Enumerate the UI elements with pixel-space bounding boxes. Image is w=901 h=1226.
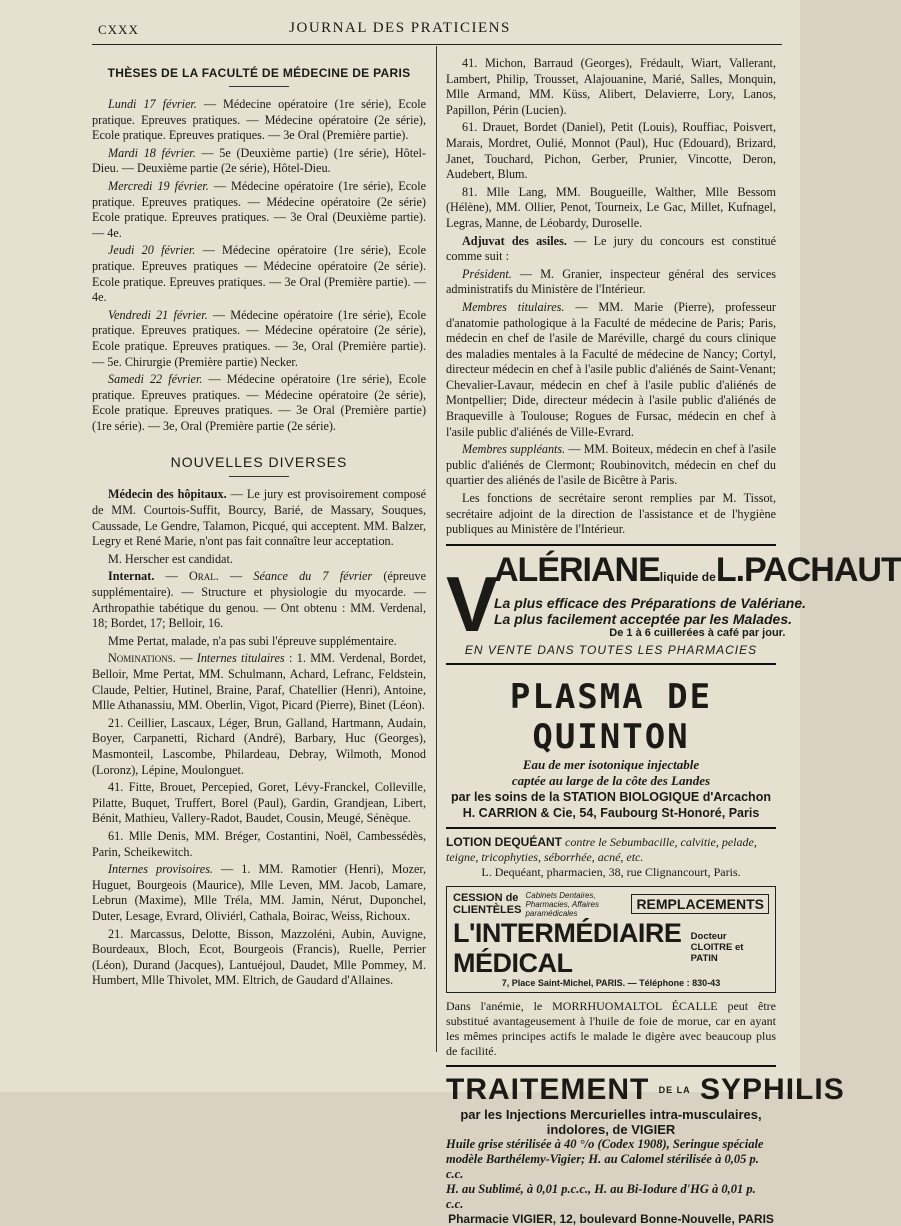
ad-lotion-text: contre le Sebumbacille, calvitie, pelade, teigne, tricophyties, séborrhée, acné, etc. [446,834,757,864]
ad-valeriane-initial: V [446,559,499,648]
nominations-21: 21. Ceillier, Lascaux, Léger, Brun, Galland, Hartmann, Audain, Boyer, Carpanetti, Richard (André), Barbary, Huc (Georges), Masmonteil, Lascombe, Philardeau, Debray, Wilmoth, Monod (Loronz), Lépine, Moulonguet. [92,715,426,777]
herscher: M. Herscher est candidat. [108,551,233,566]
thesis-entry: Mardi 18 février. — 5e (Deuxième partie) (1re série), Hôtel-Dieu. — Deuxième partie (2e série), Hôtel-Dieu. [92,145,426,176]
membres-suppleants: Membres suppléants. — MM. Boiteux, médecin en chef à l'asile public d'aliénés de Clermont; Roubinovitch, médecin en chef du quartier des aliénés de l'asile de Bicêtre à Paris. [446,442,776,488]
ad-valeriane-slogan-2: La plus facilement acceptée par les Malades. [494,610,793,627]
fonctions-secretaire: Les fonctions de secrétaire seront remplies par M. Tissot, secrétaire adjoint de la direction de l'assistance et de l'hygiène publiques au Ministère de l'Intérieur. [446,491,776,537]
ad-intermediaire [446,886,776,993]
ad-plasma [446,663,776,821]
ad-interm-title: L'INTERMÉDIAIRE MÉDICAL [453,917,682,978]
thesis-entry: Jeudi 20 février. — Médecine opératoire (1re série), Ecole pratique. Epreuves pratiques — Médecine opératoire (2e série). Ecole pratique. Epreuves pratiques. — 3e Oral (Première partie). — 4e. [92,243,426,305]
ad-interm-doctors: Docteur CLOITRE et PATIN [690,931,744,965]
section-divider [229,86,289,87]
ad-valeriane-title: ALÉRIANEliquide deL.PACHAUT [494,550,901,589]
section-divider [229,476,289,477]
medecin-hopitaux: Médecin des hôpitaux. — Le jury est provisoirement composé de MM. Courtois-Suffit, Bourcy, Barié, de Massary, Souques, Caussade, Le Gendre, Talamon, Picqué, qui acceptent. MM. Balzer, Legry et René Marie, n'ont pas fait connaître leur acceptation. [92,487,426,549]
ad-lotion [446,827,776,880]
ad-traitement-line1: Huile grise stérilisée à 40 °/o (Codex 1908), Seringue spéciale [446,1136,764,1151]
adjuvat-asiles: Adjuvat des asiles. — Le jury du concours est constitué comme suit : [446,233,776,264]
president: Président. — M. Granier, inspecteur général des services administratifs du Ministère de l'Intérieur. [446,266,776,297]
nominations-41: 41. Fitte, Brouet, Percepied, Goret, Lévy-Franckel, Colleville, Pilatte, Buquet, Truffert, Borel (Paul), Gardin, Grandjean, Libert, Bénit, Mathieu, Vallery-Radot, Baudet, Cousin, Meugé, Sénèque. [92,780,426,826]
ad-morrhuomaltol: Dans l'anémie, le MORRHUOMALTOL ÉCALLE peut être substitué avantageusement à l'huile de foie de morue, car en ayant les mêmes principes actifs le malade le digère avec beaucoup plus de facilité. [446,998,776,1058]
ad-lotion-address: L. Dequéant, pharmacien, 38, rue Clignancourt, Paris. [481,864,741,879]
ad-valeriane-sale: EN VENTE DANS TOUTES LES PHARMACIES [464,642,758,657]
header-rule [92,44,782,45]
ad-valeriane-slogan-1: La plus efficace des Préparations de Valériane. [494,594,807,611]
ad-interm-address: 7, Place Saint-Michel, PARIS. — Téléphone : 830-43 [501,977,721,988]
ad-valeriane [446,544,901,657]
ad-interm-cession: CESSION de CLIENTÈLES [453,892,522,917]
ad-interm-cabinets: Cabinets Dentaires, Pharmacies, Affaires paramédicales [525,890,599,918]
thesis-entry: Mercredi 19 février. — Médecine opératoire (1re série), Ecole pratique. Epreuves pratiques. — Médecine opératoire (2e série) Ecole pratique. Epreuves pratiques. — 3e Oral (Deuxième partie). — 4e. [92,178,427,240]
ad-valeriane-dose: De 1 à 6 cuillerées à café par jour. [609,626,786,639]
ad-plasma-line4: H. CARRION & Cie, 54, Faubourg St-Honoré, Paris [462,805,760,820]
theses-list [92,97,426,434]
provisoires-81: 81. Mlle Lang, MM. Bougueille, Walther, Mlle Bessom (Hélène), MM. Ollier, Penot, Tourneix, Le Gac, Millet, Kufnagel, Legras, Manne, de Léobardy, Duroselle. [446,184,776,230]
column-divider [436,46,437,1052]
journal-title: JOURNAL DES PRATICIENS [289,20,511,36]
ad-traitement-pharmacie: Pharmacie VIGIER, 12, boulevard Bonne-Nouvelle, PARIS [448,1211,774,1226]
provisoires-21: 21. Marcassus, Delotte, Bisson, Mazzoléni, Aubin, Auvigne, Bourdeaux, Bloch, Ecot, Bourgeois (Francis), Ruelle, Perrier (Léon), Durand (Jacques), Lantuéjoul, Daudet, Mlle Pommey, M. Humbert, Mlle Thivolet, MM. Eltrich, de Gaudard d'Allaines. [92,926,426,988]
thesis-entry: Lundi 17 février. — Médecine opératoire (1re série), Ecole pratique. Epreuves pratiques. — Médecine opératoire (2e série), Ecole pratique. Epreuves pratiques. — 3e Oral (Première partie). [92,97,426,143]
thesis-entry: Vendredi 21 février. — Médecine opératoire (1re série), Ecole pratique. Epreuves pratiques. — Médecine opératoire (2e série), Ecole pratique. Epreuves pratiques. — 3e, Oral (Première partie). — 5e. Chirurgie (Première partie) Necker. [92,307,426,369]
ad-interm-remplacements: REMPLACEMENTS [631,894,769,914]
page-header [0,0,800,46]
nouvelles-title: NOUVELLES DIVERSES [170,454,348,471]
ad-plasma-line2: captée au large de la côte des Landes [511,772,711,788]
nominations-61: 61. Mlle Denis, MM. Bréger, Costantini, Noël, Cambessédès, Parin, Scheikewitch. [92,828,426,859]
right-column [446,56,901,1226]
provisoires: Internes provisoires. — 1. MM. Ramotier (Henri), Mozer, Huguet, Bourgeois (Maurice), Mlle Leven, MM. Jacob, Lamare, Lebrun (Maxime), Mlle Tréla, MM. Jamin, Nérut, Duponchel, Duter, Lesage, Evrard, Oliviérl, Cathala, Boirac, Weiss, Richoux. [92,862,426,923]
ad-plasma-line1: Eau de mer isotonique injectable [522,756,700,772]
ad-plasma-title: PLASMA DE QUINTON [509,676,713,757]
left-column [92,62,426,991]
ad-traitement-line2: modèle Barthélemy-Vigier; H. au Calomel stérilisée à 0,05 p. c.c. [446,1151,759,1181]
thesis-entry: Samedi 22 février. — Médecine opératoire (1re série), Ecole pratique. Epreuves pratiques. — Médecine opératoire (2e série), Ecole pratique. Epreuves pratiques. — 3e Oral (Première partie) (1re série). — 3e, Oral (Première partie (2e série). [92,372,427,433]
ad-lotion-name: LOTION DEQUÉANT [446,834,562,849]
internat: Internat. — Oral. — Séance du 7 février (épreuve supplémentaire). — Structure et physiologie du myocarde. — Arthropathie tabétique du genou. — Ont obtenu : MM. Verdenal, 18; Bordet, 17; Belloir, 16. [92,569,427,631]
provisoires-61: 61. Drauet, Bordet (Daniel), Petit (Louis), Rouffiac, Poisvert, Marais, Mordret, Oulié, Monnot (Paul), Huc (Edouard), Brizard, Janet, Touchard, Pichon, Gerber, Prunier, Vincotte, Deron, Audebert, Blum. [446,120,776,182]
provisoires-41: 41. Michon, Barraud (Georges), Frédault, Wiart, Vallerant, Lambert, Philip, Trousset, Alajouanine, Marié, Salles, Monquin, Mlle Armand, MM. Küss, Alibert, Delavierre, Lory, Lanos, Papillon, Périn (Lucien). [446,56,776,117]
nominations: Nominations. — Internes titulaires : 1. MM. Verdenal, Bordet, Belloir, Mme Pertat, MM. Schulmann, Achard, Lefranc, Feldstein, Claude, Peltier, Hutinel, Braine, Paraf, Chatellier (Henri), Antoine, Mlle Athanassiu, MM. Oberlin, Vigot, Picard (Pierre), Binet (Léon). [92,651,427,713]
ad-traitement-line3: H. au Sublimé, à 0,01 p.c.c., H. au Bi-Iodure d'HG à 0,01 p. c.c. [446,1181,756,1211]
pertat: Mme Pertat, malade, n'a pas subi l'épreuve supplémentaire. [108,633,397,648]
ad-traitement [446,1065,845,1226]
ad-traitement-title: TRAITEMENT DE LA SYPHILIS [446,1072,845,1106]
page-number: CXXX [98,22,139,37]
ad-traitement-sub2: indolores, de VIGIER [546,1121,676,1137]
ad-plasma-line3: par les soins de la STATION BIOLOGIQUE d'Arcachon [451,789,771,804]
theses-title: THÈSES DE LA FACULTÉ DE MÉDECINE DE PARIS [107,66,411,80]
membres-titulaires: Membres titulaires. — MM. Marie (Pierre), professeur d'anatomie pathologique à la Faculté de médecine de Paris; Paris, médecin en chef de l'asile de Maréville, chargé du cours clinique des maladies mentales à la Faculté de médecine de Nancy; Cortyl, directeur médecin en chef à l'asile public d'aliénés de Saint-Venant; Chevalier-Lavaur, médecin en chef à l'asile public d'aliénés de Montpellier; Dide, directeur médecin à l'asile public d'aliénés de Braqueville à Toulouse; Rogues de Fursac, médecin en chef à l'asile public d'aliénés de Ville-Evrard. [446,299,776,439]
ad-traitement-sub1: par les Injections Mercurielles intra-musculaires, [460,1106,762,1122]
